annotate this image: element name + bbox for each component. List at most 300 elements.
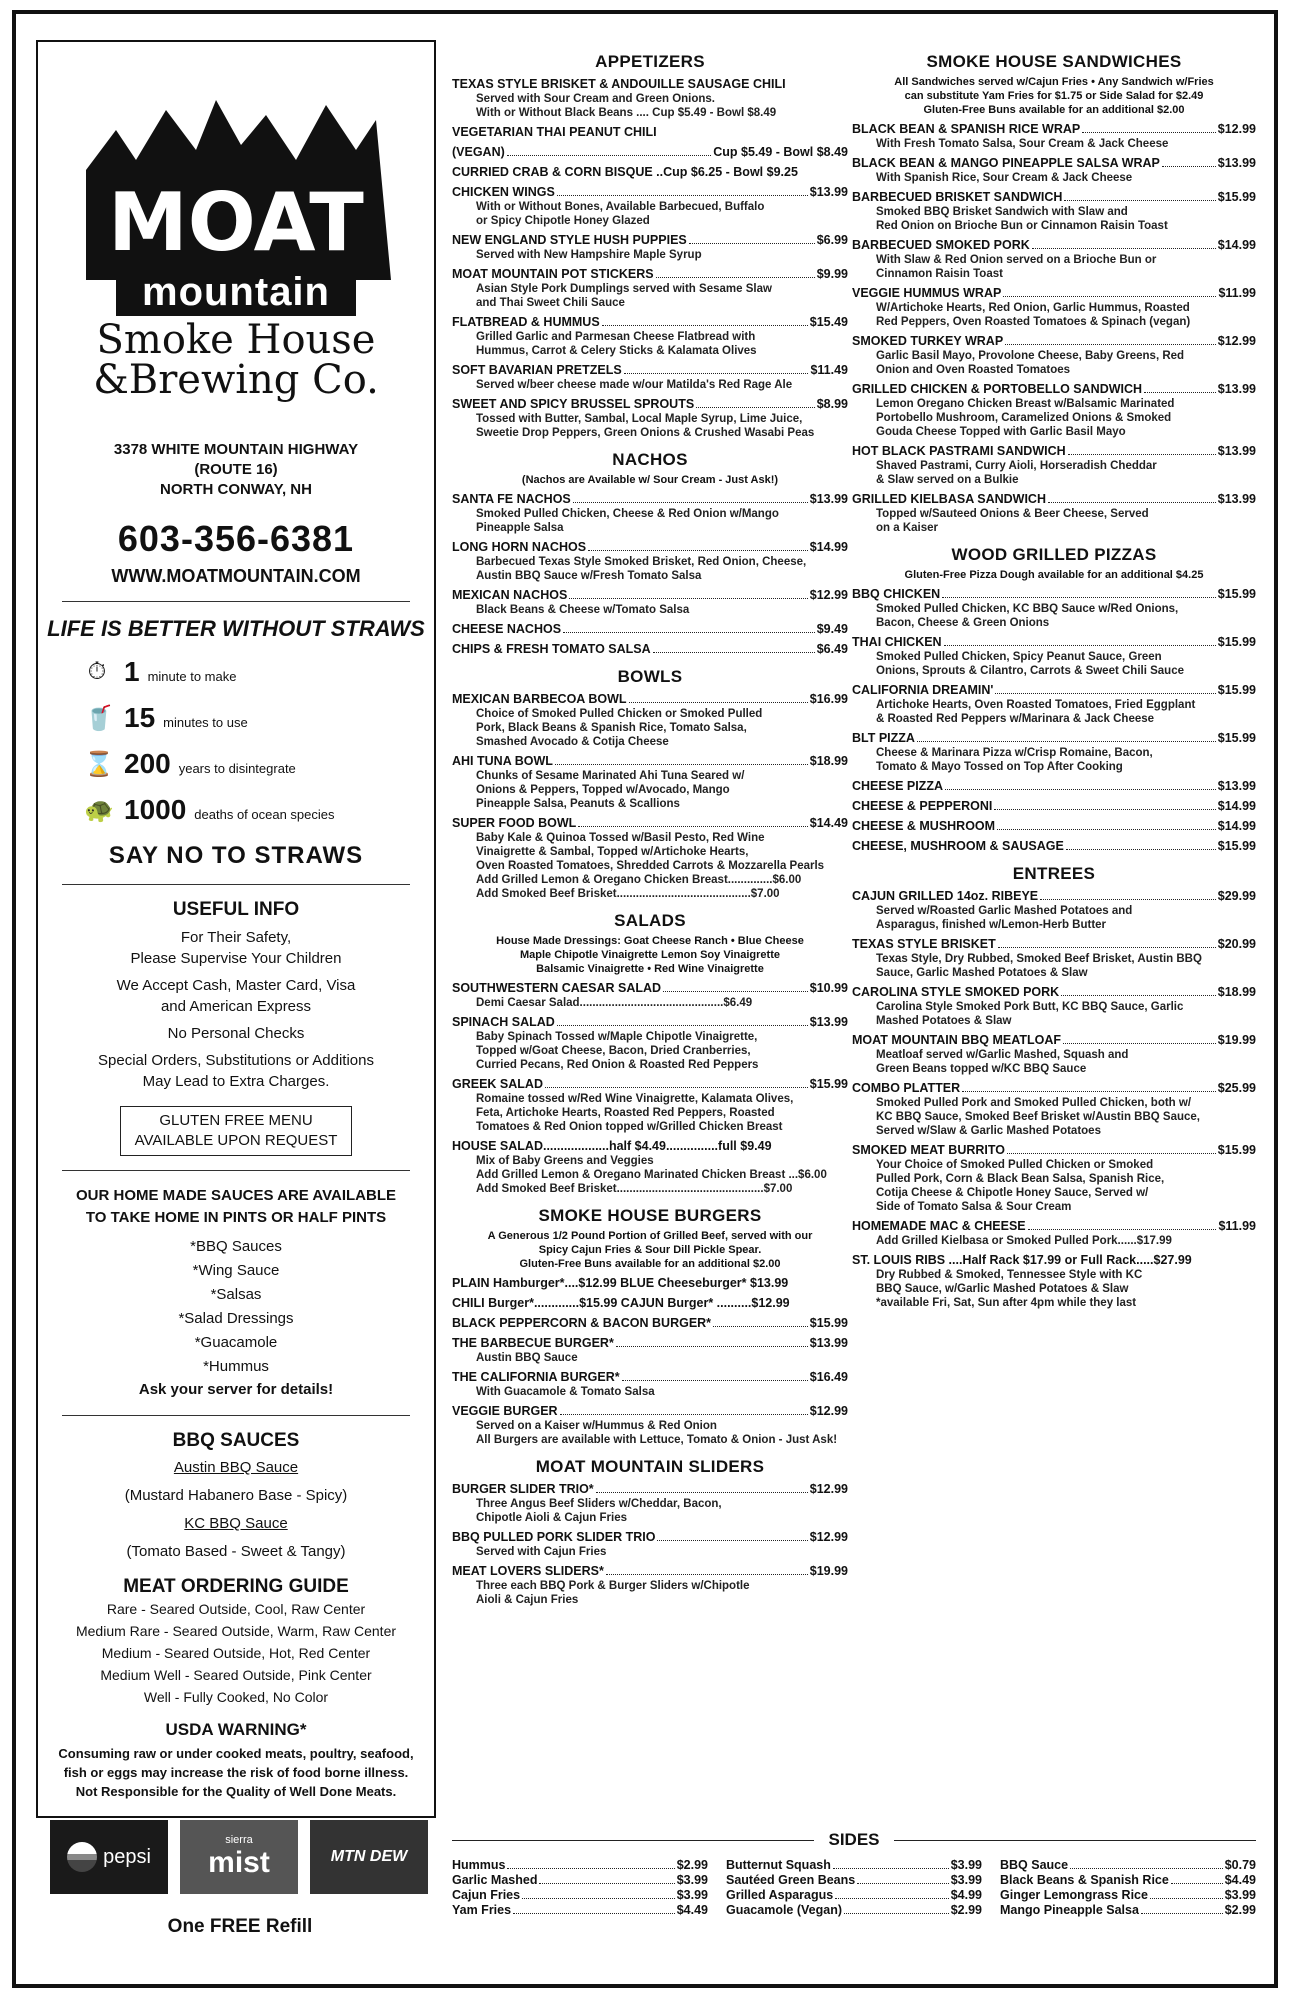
stat-number: 15 xyxy=(124,702,156,733)
meat-guide-line: Rare - Seared Outside, Cool, Raw Center xyxy=(106,1601,366,1617)
dot-leader xyxy=(835,1888,949,1899)
item-price: $12.99 xyxy=(1217,334,1256,348)
info-line: Please Supervise Your Children xyxy=(130,950,342,967)
menu-item-row xyxy=(452,1077,848,1092)
menu-item xyxy=(452,754,848,811)
item-name: CHIPS & FRESH TOMATO SALSA xyxy=(452,642,651,656)
logo-moat-text: MOAT xyxy=(108,176,364,269)
item-name: CHILI Burger*.............$15.99 CAJUN Burger* ..........$12.99 xyxy=(452,1296,790,1310)
dot-leader xyxy=(653,642,815,653)
menu-item-row xyxy=(852,731,1256,746)
dot-leader xyxy=(539,1873,674,1884)
item-name: CHEESE & MUSHROOM xyxy=(852,819,996,833)
dew-text: MTN DEW xyxy=(330,1848,408,1865)
menu-item xyxy=(452,77,848,120)
menu-item xyxy=(852,889,1256,932)
side-price: $3.99 xyxy=(950,1858,982,1872)
item-description: Tomato & Mayo Tossed on Top After Cooking xyxy=(876,761,1123,773)
stat-number: 1 xyxy=(124,656,140,687)
dot-leader xyxy=(1005,334,1216,345)
section-note: All Sandwiches served w/Cajun Fries • Any Sandwich w/Fries xyxy=(894,76,1214,88)
menu-column-left xyxy=(452,42,848,1607)
austin-sauce-desc: (Mustard Habanero Base - Spicy) xyxy=(124,1487,348,1504)
item-name: VEGGIE BURGER xyxy=(452,1404,558,1418)
item-price: $20.99 xyxy=(1217,937,1256,951)
sides-column xyxy=(452,1858,708,1918)
side-price: $3.99 xyxy=(676,1888,708,1902)
item-price: $14.99 xyxy=(1217,799,1256,813)
menu-item-row xyxy=(452,1015,848,1030)
stat-row xyxy=(84,702,434,734)
item-price: $15.49 xyxy=(809,315,848,329)
menu-item-row xyxy=(852,937,1256,952)
bbq-sauces-title: BBQ SAUCES xyxy=(172,1430,300,1451)
menu-item xyxy=(452,540,848,583)
side-name: Yam Fries xyxy=(452,1903,512,1917)
item-price: $6.99 xyxy=(816,233,848,247)
item-name: VEGETARIAN THAI PEANUT CHILI xyxy=(452,125,657,139)
dot-leader xyxy=(844,1903,949,1914)
menu-item-row xyxy=(452,145,848,160)
menu-item-row xyxy=(852,889,1256,904)
item-name: HOMEMADE MAC & CHEESE xyxy=(852,1219,1026,1233)
section-note: Gluten-Free Buns available for an additional $2.00 xyxy=(923,104,1185,116)
menu-item xyxy=(452,1015,848,1072)
menu-item-row xyxy=(452,1370,848,1385)
pepsi-text: pepsi xyxy=(103,1845,151,1868)
item-description: Pineapple Salsa xyxy=(476,522,564,534)
menu-item xyxy=(452,267,848,310)
sides-header xyxy=(452,1830,1256,1850)
side-item xyxy=(1000,1858,1256,1873)
item-description: Dry Rubbed & Smoked, Tennessee Style with KC xyxy=(876,1269,1143,1281)
item-description: Onion and Oven Roasted Tomatoes xyxy=(876,364,1071,376)
item-name: (VEGAN) xyxy=(452,145,505,159)
item-description: All Burgers are available with Lettuce, Tomato & Onion - Just Ask! xyxy=(476,1434,838,1446)
item-description: Tossed with Butter, Sambal, Local Maple Syrup, Lime Juice, xyxy=(476,413,803,425)
item-description: Shaved Pastrami, Curry Aioli, Horseradish Cheddar xyxy=(876,460,1157,472)
menu-item xyxy=(452,642,848,657)
dot-leader xyxy=(507,1858,674,1869)
menu-item xyxy=(452,1404,848,1447)
sauce-item: *Salad Dressings xyxy=(178,1310,294,1327)
menu-item-row xyxy=(852,819,1256,834)
dot-leader xyxy=(569,588,807,599)
item-description: Green Beans topped w/KC BBQ Sauce xyxy=(876,1063,1087,1075)
item-description: *available Fri, Sat, Sun after 4pm while they last xyxy=(876,1297,1137,1309)
item-price: $11.99 xyxy=(1218,286,1256,300)
sides-title: SIDES xyxy=(828,1830,880,1849)
item-name: ST. LOUIS RIBS ....Half Rack $17.99 or Full Rack.....$27.99 xyxy=(852,1253,1192,1267)
item-description: Pineapple Salsa, Peanuts & Scallions xyxy=(476,798,680,810)
meat-guide-line: Well - Fully Cooked, No Color xyxy=(143,1689,329,1705)
item-name: BARBECUED SMOKED PORK xyxy=(852,238,1030,252)
side-item xyxy=(1000,1888,1256,1903)
dot-leader xyxy=(713,1316,808,1327)
item-description: Topped w/Sauteed Onions & Beer Cheese, Served xyxy=(876,508,1149,520)
dot-leader xyxy=(1150,1888,1223,1899)
item-price: $13.99 xyxy=(1217,382,1256,396)
meat-guide-line: Medium Well - Seared Outside, Pink Center xyxy=(100,1667,372,1683)
item-price: $13.99 xyxy=(809,492,848,506)
item-price: $14.99 xyxy=(809,540,848,554)
item-name: SOFT BAVARIAN PRETZELS xyxy=(452,363,622,377)
item-price: $16.49 xyxy=(809,1370,848,1384)
item-name: BARBECUED BRISKET SANDWICH xyxy=(852,190,1063,204)
item-name: CAJUN GRILLED 14oz. RIBEYE xyxy=(852,889,1039,903)
dot-leader xyxy=(1040,889,1216,900)
side-item xyxy=(726,1903,982,1918)
menu-item xyxy=(452,981,848,1010)
dot-leader xyxy=(1028,1219,1217,1230)
item-name: BLACK BEAN & MANGO PINEAPPLE SALSA WRAP xyxy=(852,156,1160,170)
menu-item-row xyxy=(852,985,1256,1000)
menu-item-row xyxy=(852,238,1256,253)
dot-leader xyxy=(1064,190,1215,201)
item-name: SANTA FE NACHOS xyxy=(452,492,571,506)
item-name: BLACK BEAN & SPANISH RICE WRAP xyxy=(852,122,1081,136)
menu-item-row xyxy=(452,1482,848,1497)
item-description: Onions & Peppers, Topped w/Avocado, Mango xyxy=(476,784,730,796)
dot-leader xyxy=(573,492,808,503)
item-description: Grilled Garlic and Parmesan Cheese Flatbread with xyxy=(476,331,756,343)
item-price: $8.99 xyxy=(816,397,848,411)
menu-item xyxy=(852,731,1256,774)
menu-item-row xyxy=(452,363,848,378)
item-description: Vinaigrette & Sambal, Topped w/Artichoke Hearts, xyxy=(476,846,749,858)
homemade-sauces xyxy=(38,1185,434,1401)
item-name: CHEESE & PEPPERONI xyxy=(852,799,993,813)
item-description: Cotija Cheese & Chipotle Honey Sauce, Served w/ xyxy=(876,1187,1149,1199)
item-description: Garlic Basil Mayo, Provolone Cheese, Baby Greens, Red xyxy=(876,350,1185,362)
item-price: $12.99 xyxy=(809,1404,848,1418)
menu-item xyxy=(852,683,1256,726)
item-description: Pork, Black Beans & Spanish Rice, Tomato Salsa, xyxy=(476,722,747,734)
item-description: Add Smoked Beef Brisket..............................................$7.00 xyxy=(476,1183,793,1195)
menu-item-row xyxy=(852,1253,1256,1268)
side-item xyxy=(726,1858,982,1873)
item-description: Chunks of Sesame Marinated Ahi Tuna Seared w/ xyxy=(476,770,745,782)
kc-sauce: KC BBQ Sauce xyxy=(184,1515,288,1532)
item-description: Side of Tomato Salsa & Sour Cream xyxy=(876,1201,1072,1213)
dot-leader xyxy=(545,1077,808,1088)
menu-item xyxy=(452,315,848,358)
item-price: $15.99 xyxy=(1217,587,1256,601)
menu-item-row xyxy=(452,267,848,282)
item-description: Smoked Pulled Pork and Smoked Pulled Chicken, both w/ xyxy=(876,1097,1192,1109)
item-description: Smoked Pulled Chicken, Spicy Peanut Sauce, Green xyxy=(876,651,1162,663)
menu-item xyxy=(452,1276,848,1291)
section-title: SALADS xyxy=(614,911,686,930)
free-refill: One FREE Refill xyxy=(167,1916,313,1937)
item-description: Add Smoked Beef Brisket..........................................$7.00 xyxy=(476,888,780,900)
item-description: Served with Cajun Fries xyxy=(476,1546,607,1558)
pepsi-logo xyxy=(50,1820,168,1894)
meat-guide xyxy=(38,1598,434,1708)
side-item xyxy=(452,1888,708,1903)
menu-column-right xyxy=(852,42,1256,1310)
menu-item-row xyxy=(452,397,848,412)
dot-leader xyxy=(995,683,1215,694)
item-name: BURGER SLIDER TRIO* xyxy=(452,1482,594,1496)
menu-item xyxy=(452,145,848,160)
item-name: BBQ PULLED PORK SLIDER TRIO xyxy=(452,1530,656,1544)
item-price: $18.99 xyxy=(1217,985,1256,999)
menu-item xyxy=(852,444,1256,487)
item-description: Choice of Smoked Pulled Chicken or Smoked Pulled xyxy=(476,708,763,720)
menu-item-row xyxy=(452,816,848,831)
item-description: Served w/Roasted Garlic Mashed Potatoes and xyxy=(876,905,1133,917)
item-name: BBQ CHICKEN xyxy=(852,587,941,601)
section-title: WOOD GRILLED PIZZAS xyxy=(951,545,1157,564)
section-note: Balsamic Vinaigrette • Red Wine Vinaigrette xyxy=(536,963,764,975)
item-description: Add Grilled Kielbasa or Smoked Pulled Pork......$17.99 xyxy=(876,1235,1172,1247)
stat-label: deaths of ocean species xyxy=(194,806,335,822)
item-price: $14.49 xyxy=(809,816,848,830)
dot-leader xyxy=(1066,839,1216,850)
dot-leader xyxy=(624,363,809,374)
item-price: $13.99 xyxy=(1217,156,1256,170)
item-description: Feta, Artichoke Hearts, Roasted Red Peppers, Roasted xyxy=(476,1107,775,1119)
menu-item xyxy=(452,165,848,180)
menu-item-row xyxy=(452,1530,848,1545)
section-note: Maple Chipotle Vinaigrette Lemon Soy Vinaigrette xyxy=(520,949,780,961)
side-item xyxy=(726,1873,982,1888)
phone-number[interactable]: 603-356-6381 xyxy=(117,518,355,559)
dot-leader xyxy=(588,540,808,551)
menu-item xyxy=(852,819,1256,834)
mountain-logo-icon xyxy=(76,90,396,280)
menu-item xyxy=(852,190,1256,233)
dot-leader xyxy=(1003,286,1216,297)
bbq-sauces xyxy=(38,1430,434,1564)
item-price: $13.99 xyxy=(809,1336,848,1350)
dot-leader xyxy=(513,1903,675,1914)
item-description: With or Without Black Beans .... Cup $5.49 - Bowl $8.49 xyxy=(476,107,777,119)
dot-leader xyxy=(555,754,808,765)
section-title: APPETIZERS xyxy=(595,52,705,71)
item-description: & Slaw served on a Bulkie xyxy=(876,474,1019,486)
menu-item-row xyxy=(452,1336,848,1351)
item-price: $11.49 xyxy=(810,363,848,377)
item-description: Black Beans & Cheese w/Tomato Salsa xyxy=(476,604,690,616)
menu-item-row xyxy=(452,185,848,200)
menu-item xyxy=(852,334,1256,377)
item-description: Bacon, Cheese & Green Onions xyxy=(876,617,1050,629)
item-name: SOUTHWESTERN CAESAR SALAD xyxy=(452,981,662,995)
dot-leader xyxy=(1144,382,1216,393)
item-price: $15.99 xyxy=(1217,683,1256,697)
item-name: SUPER FOOD BOWL xyxy=(452,816,577,830)
address-line2: (ROUTE 16) xyxy=(194,461,278,478)
menu-item-row xyxy=(452,754,848,769)
menu-item xyxy=(452,622,848,637)
item-description: & Roasted Red Peppers w/Marinara & Jack Cheese xyxy=(876,713,1155,725)
item-name: CURRIED CRAB & CORN BISQUE ..Cup $6.25 - Bowl $9.25 xyxy=(452,165,798,179)
menu-item-row xyxy=(452,1316,848,1331)
info-line: We Accept Cash, Master Card, Visa xyxy=(116,977,356,994)
dot-leader xyxy=(833,1858,949,1869)
item-description: With Slaw & Red Onion served on a Brioche Bun or xyxy=(876,254,1157,266)
info-line: May Lead to Extra Charges. xyxy=(142,1073,330,1090)
menu-item xyxy=(852,839,1256,854)
menu-item-row xyxy=(852,156,1256,171)
stat-row xyxy=(84,794,434,826)
menu-item xyxy=(452,397,848,440)
menu-item xyxy=(452,1316,848,1331)
say-no-slogan: SAY NO TO STRAWS xyxy=(108,842,364,869)
menu-item-row xyxy=(852,492,1256,507)
item-price: $13.99 xyxy=(809,185,848,199)
item-description: Gouda Cheese Topped with Garlic Basil Mayo xyxy=(876,426,1126,438)
address-line1: 3378 WHITE MOUNTAIN HIGHWAY xyxy=(113,441,359,458)
item-name: FLATBREAD & HUMMUS xyxy=(452,315,600,329)
item-description: Aioli & Cajun Fries xyxy=(476,1594,579,1606)
item-description: Artichoke Hearts, Oven Roasted Tomatoes, Fried Eggplant xyxy=(876,699,1196,711)
section-note: A Generous 1/2 Pound Portion of Grilled Beef, served with our xyxy=(487,1230,813,1242)
usda-title: USDA WARNING* xyxy=(165,1720,307,1739)
menu-item xyxy=(452,1370,848,1399)
item-description: With Spanish Rice, Sour Cream & Jack Cheese xyxy=(876,172,1133,184)
item-price: $15.99 xyxy=(1217,731,1256,745)
item-price: $29.99 xyxy=(1217,889,1256,903)
item-price: $19.99 xyxy=(1217,1033,1256,1047)
item-name: SMOKED TURKEY WRAP xyxy=(852,334,1004,348)
dot-leader xyxy=(1048,492,1216,503)
item-price: $11.99 xyxy=(1218,1219,1256,1233)
item-name: NEW ENGLAND STYLE HUSH PUPPIES xyxy=(452,233,687,247)
dot-leader xyxy=(657,1530,807,1541)
dot-leader xyxy=(1007,1143,1216,1154)
menu-item xyxy=(852,799,1256,814)
item-description: With Fresh Tomato Salsa, Sour Cream & Jack Cheese xyxy=(876,138,1169,150)
section-title: ENTREES xyxy=(1012,864,1096,883)
menu-item-row xyxy=(452,1296,848,1311)
info-line: and American Express xyxy=(160,998,312,1015)
menu-item-row xyxy=(852,286,1256,301)
menu-item xyxy=(852,1253,1256,1310)
item-price: $9.99 xyxy=(816,267,848,281)
dot-leader xyxy=(1171,1873,1223,1884)
item-price: $15.99 xyxy=(1217,635,1256,649)
item-description: Lemon Oregano Chicken Breast w/Balsamic Marinated xyxy=(876,398,1175,410)
item-name: SWEET AND SPICY BRUSSEL SPROUTS xyxy=(452,397,695,411)
dot-leader xyxy=(689,233,815,244)
menu-item xyxy=(852,1033,1256,1076)
menu-item xyxy=(452,233,848,262)
menu-item-row xyxy=(852,1219,1256,1234)
item-description: Barbecued Texas Style Smoked Brisket, Red Onion, Cheese, xyxy=(476,556,807,568)
item-price: $6.49 xyxy=(816,642,848,656)
section-note: can substitute Yam Fries for $1.75 or Side Salad for $2.49 xyxy=(904,90,1204,102)
side-item xyxy=(1000,1873,1256,1888)
menu-item xyxy=(452,1482,848,1525)
item-description: Sweetie Drop Peppers, Green Onions & Crushed Wasabi Peas xyxy=(476,427,815,439)
dot-leader xyxy=(578,816,807,827)
item-description: Add Grilled Lemon & Oregano Chicken Breast..............$6.00 xyxy=(476,874,802,886)
dot-leader xyxy=(1032,238,1216,249)
website-link[interactable]: WWW.MOATMOUNTAIN.COM xyxy=(111,566,361,586)
useful-info-title: USEFUL INFO xyxy=(172,899,300,920)
item-name: MOAT MOUNTAIN BBQ MEATLOAF xyxy=(852,1033,1061,1047)
dot-leader xyxy=(616,1336,808,1347)
menu-item xyxy=(452,588,848,617)
side-name: Guacamole (Vegan) xyxy=(726,1903,843,1917)
item-price: $14.99 xyxy=(1217,238,1256,252)
menu-item-row xyxy=(852,1143,1256,1158)
useful-info xyxy=(38,899,434,1156)
item-price: $25.99 xyxy=(1217,1081,1256,1095)
side-price: $3.99 xyxy=(950,1873,982,1887)
item-description: Texas Style, Dry Rubbed, Smoked Beef Brisket, Austin BBQ xyxy=(876,953,1202,965)
item-description: Served with Sour Cream and Green Onions. xyxy=(476,93,716,105)
menu-item xyxy=(452,692,848,749)
item-name: PLAIN Hamburger*....$12.99 BLUE Cheeseburger* $13.99 xyxy=(452,1276,789,1290)
item-name: CHEESE NACHOS xyxy=(452,622,562,636)
dot-leader xyxy=(1068,444,1216,455)
item-description: Asian Style Pork Dumplings served with Sesame Slaw xyxy=(476,283,772,295)
item-price: $19.99 xyxy=(809,1564,848,1578)
item-name: TEXAS STYLE BRISKET xyxy=(852,937,996,951)
menu-item-row xyxy=(852,799,1256,814)
dot-leader xyxy=(602,315,808,326)
item-description: Cinnamon Raisin Toast xyxy=(876,268,1003,280)
item-description: Meatloaf served w/Garlic Mashed, Squash and xyxy=(876,1049,1129,1061)
section-title: BOWLS xyxy=(617,667,683,686)
item-name: MEAT LOVERS SLIDERS* xyxy=(452,1564,604,1578)
sauce-item: *Wing Sauce xyxy=(192,1262,280,1279)
item-name: CALIFORNIA DREAMIN' xyxy=(852,683,994,697)
menu-item-row xyxy=(852,587,1256,602)
item-description: Tomatoes & Red Onion topped w/Grilled Chicken Breast xyxy=(476,1121,783,1133)
dot-leader xyxy=(962,1081,1216,1092)
dot-leader xyxy=(663,981,808,992)
side-item xyxy=(452,1903,708,1918)
stat-number: 1000 xyxy=(124,794,187,825)
item-name: COMBO PLATTER xyxy=(852,1081,961,1095)
turtle-icon: 🐢 xyxy=(84,796,114,824)
menu-item xyxy=(852,492,1256,535)
item-price: $15.99 xyxy=(1217,839,1256,853)
dot-leader xyxy=(994,799,1215,810)
dot-leader xyxy=(1141,1903,1223,1914)
menu-item-row xyxy=(852,382,1256,397)
item-description: Onions, Sprouts & Cilantro, Carrots & Sweet Chili Sauce xyxy=(876,665,1184,677)
item-description: and Thai Sweet Chili Sauce xyxy=(476,297,625,309)
side-price: $0.79 xyxy=(1224,1858,1256,1872)
item-description: With or Without Bones, Available Barbecued, Buffalo xyxy=(476,201,765,213)
item-description: With Guacamole & Tomato Salsa xyxy=(476,1386,655,1398)
address-line3: NORTH CONWAY, NH xyxy=(160,481,312,498)
item-description: Red Onion on Brioche Bun or Cinnamon Raisin Toast xyxy=(876,220,1168,232)
side-name: Cajun Fries xyxy=(452,1888,521,1902)
section-note: Spicy Cajun Fries & Sour Dill Pickle Spear. xyxy=(538,1244,762,1256)
item-description: W/Artichoke Hearts, Red Onion, Garlic Hummus, Roasted xyxy=(876,302,1190,314)
dot-leader xyxy=(997,819,1216,830)
restaurant-logo xyxy=(76,90,396,403)
item-price: $13.99 xyxy=(809,1015,848,1029)
sauces-heading-1: OUR HOME MADE SAUCES ARE AVAILABLE xyxy=(75,1187,396,1204)
item-description: Three Angus Beef Sliders w/Cheddar, Bacon, xyxy=(476,1498,722,1510)
stat-label: minutes to use xyxy=(163,714,248,730)
info-line: For Their Safety, xyxy=(180,929,292,946)
drink-brands xyxy=(50,1820,430,1900)
item-price: $13.99 xyxy=(1217,492,1256,506)
sides-grid xyxy=(452,1858,1256,1918)
divider xyxy=(62,884,410,885)
dot-leader xyxy=(522,1888,675,1899)
meat-guide-line: Medium - Seared Outside, Hot, Red Center xyxy=(101,1645,371,1661)
